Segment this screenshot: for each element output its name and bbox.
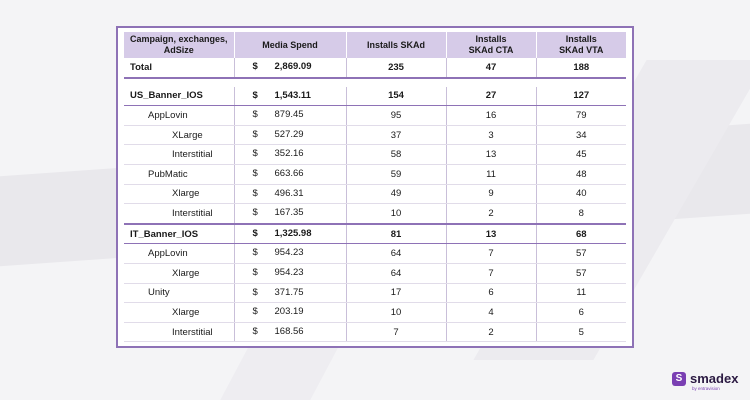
smadex-logo-icon: S bbox=[672, 372, 686, 386]
installs-skad-cell: 17 bbox=[346, 283, 446, 303]
currency-symbol: $ bbox=[252, 167, 258, 179]
installs-skad-vta-cell: 79 bbox=[536, 106, 626, 126]
table-row[interactable] bbox=[124, 303, 626, 323]
media-spend-value: 1,543.11 bbox=[274, 89, 311, 101]
header-campaign[interactable]: Campaign, exchanges, AdSize bbox=[124, 32, 234, 58]
table-row[interactable] bbox=[124, 283, 626, 303]
installs-skad-cta-cell: 16 bbox=[446, 106, 536, 126]
media-spend-cell bbox=[234, 106, 346, 126]
currency-symbol: $ bbox=[252, 266, 258, 278]
installs-skad-cta-cell: 13 bbox=[446, 145, 536, 165]
row-name: XLarge bbox=[124, 125, 234, 145]
currency-symbol: $ bbox=[252, 128, 258, 140]
media-spend-value: 352.16 bbox=[274, 148, 304, 160]
media-spend-cell bbox=[234, 58, 346, 78]
installs-skad-vta-cell: 45 bbox=[536, 145, 626, 165]
table-row[interactable] bbox=[124, 87, 626, 106]
spacer-cell bbox=[124, 78, 626, 87]
installs-skad-cta-cell: 3 bbox=[446, 125, 536, 145]
media-spend-value: 663.66 bbox=[274, 167, 304, 179]
installs-skad-cta-cell: 27 bbox=[446, 87, 536, 106]
installs-skad-vta-cell: 68 bbox=[536, 224, 626, 244]
table-row[interactable] bbox=[124, 263, 626, 283]
report-table-frame bbox=[116, 26, 634, 348]
media-spend-value: 1,325.98 bbox=[274, 227, 312, 239]
row-name: Interstitial bbox=[124, 145, 234, 165]
media-spend-value: 496.31 bbox=[274, 187, 304, 199]
row-name: Interstitial bbox=[124, 322, 234, 342]
currency-symbol: $ bbox=[252, 207, 258, 219]
table-row[interactable] bbox=[124, 322, 626, 342]
media-spend-cell bbox=[234, 184, 346, 204]
installs-skad-cell: 235 bbox=[346, 58, 446, 78]
row-name: US_Banner_IOS bbox=[124, 87, 234, 106]
row-name: AppLovin bbox=[124, 244, 234, 264]
installs-skad-cell: 7 bbox=[346, 322, 446, 342]
installs-skad-cta-cell: 11 bbox=[446, 164, 536, 184]
table-row[interactable] bbox=[124, 184, 626, 204]
header-installs-skad-vta[interactable]: Installs SKAd VTA bbox=[536, 32, 626, 58]
media-spend-cell bbox=[234, 125, 346, 145]
media-spend-value: 167.35 bbox=[274, 207, 304, 219]
row-name: PubMatic bbox=[124, 164, 234, 184]
table-row[interactable] bbox=[124, 125, 626, 145]
installs-skad-vta-cell: 127 bbox=[536, 87, 626, 106]
media-spend-value: 954.23 bbox=[274, 266, 304, 278]
installs-skad-cta-cell: 9 bbox=[446, 184, 536, 204]
installs-skad-cell: 10 bbox=[346, 204, 446, 224]
installs-skad-cell: 58 bbox=[346, 145, 446, 165]
row-name: Interstitial bbox=[124, 204, 234, 224]
media-spend-value: 2,869.09 bbox=[274, 61, 312, 72]
header-installs-skad[interactable]: Installs SKAd bbox=[346, 32, 446, 58]
installs-skad-vta-cell: 11 bbox=[536, 283, 626, 303]
installs-skad-cell: 49 bbox=[346, 184, 446, 204]
skad-report-table bbox=[124, 32, 626, 342]
installs-skad-vta-cell: 34 bbox=[536, 125, 626, 145]
installs-skad-vta-cell: 57 bbox=[536, 244, 626, 264]
media-spend-cell bbox=[234, 145, 346, 165]
row-name: IT_Banner_IOS bbox=[124, 224, 234, 244]
installs-skad-cta-cell: 4 bbox=[446, 303, 536, 323]
row-name: AppLovin bbox=[124, 106, 234, 126]
table-row[interactable] bbox=[124, 145, 626, 165]
media-spend-cell bbox=[234, 87, 346, 106]
currency-symbol: $ bbox=[252, 187, 258, 199]
table-row[interactable] bbox=[124, 164, 626, 184]
media-spend-cell bbox=[234, 322, 346, 342]
media-spend-value: 168.56 bbox=[274, 325, 304, 337]
currency-symbol: $ bbox=[252, 247, 258, 259]
smadex-logo bbox=[672, 371, 739, 391]
installs-skad-cell: 64 bbox=[346, 244, 446, 264]
currency-symbol: $ bbox=[252, 61, 258, 72]
currency-symbol: $ bbox=[252, 148, 258, 160]
installs-skad-cell: 64 bbox=[346, 263, 446, 283]
media-spend-value: 879.45 bbox=[274, 109, 304, 121]
media-spend-cell bbox=[234, 303, 346, 323]
row-name: Xlarge bbox=[124, 263, 234, 283]
media-spend-cell bbox=[234, 263, 346, 283]
table-row[interactable] bbox=[124, 106, 626, 126]
installs-skad-cell: 95 bbox=[346, 106, 446, 126]
media-spend-cell bbox=[234, 164, 346, 184]
row-name: Total bbox=[124, 58, 234, 78]
installs-skad-vta-cell: 6 bbox=[536, 303, 626, 323]
logo-subtitle: by entravision bbox=[692, 386, 720, 391]
media-spend-value: 527.29 bbox=[274, 128, 304, 140]
table-row[interactable] bbox=[124, 224, 626, 244]
installs-skad-cell: 10 bbox=[346, 303, 446, 323]
currency-symbol: $ bbox=[252, 325, 258, 337]
media-spend-value: 371.75 bbox=[274, 286, 304, 298]
installs-skad-vta-cell: 188 bbox=[536, 58, 626, 78]
table-row[interactable] bbox=[124, 204, 626, 224]
media-spend-value: 954.23 bbox=[274, 247, 304, 259]
currency-symbol: $ bbox=[252, 109, 258, 121]
installs-skad-cell: 81 bbox=[346, 224, 446, 244]
installs-skad-cta-cell: 6 bbox=[446, 283, 536, 303]
media-spend-cell bbox=[234, 204, 346, 224]
installs-skad-cta-cell: 2 bbox=[446, 204, 536, 224]
table-header-row bbox=[124, 32, 626, 58]
installs-skad-cta-cell: 13 bbox=[446, 224, 536, 244]
media-spend-cell bbox=[234, 283, 346, 303]
installs-skad-cell: 154 bbox=[346, 87, 446, 106]
installs-skad-vta-cell: 8 bbox=[536, 204, 626, 224]
currency-symbol: $ bbox=[252, 306, 258, 318]
currency-symbol: $ bbox=[252, 286, 258, 298]
media-spend-cell bbox=[234, 224, 346, 244]
header-installs-skad-cta[interactable]: Installs SKAd CTA bbox=[446, 32, 536, 58]
spacer-row bbox=[124, 78, 626, 87]
media-spend-cell bbox=[234, 244, 346, 264]
installs-skad-vta-cell: 57 bbox=[536, 263, 626, 283]
logo-name: smadex bbox=[690, 371, 739, 386]
table-row[interactable] bbox=[124, 244, 626, 264]
installs-skad-vta-cell: 40 bbox=[536, 184, 626, 204]
installs-skad-vta-cell: 5 bbox=[536, 322, 626, 342]
currency-symbol: $ bbox=[252, 227, 258, 239]
installs-skad-cell: 59 bbox=[346, 164, 446, 184]
row-name: Unity bbox=[124, 283, 234, 303]
installs-skad-cta-cell: 7 bbox=[446, 263, 536, 283]
installs-skad-cta-cell: 2 bbox=[446, 322, 536, 342]
installs-skad-cell: 37 bbox=[346, 125, 446, 145]
media-spend-value: 203.19 bbox=[274, 306, 304, 318]
header-media-spend[interactable]: Media Spend bbox=[234, 32, 346, 58]
installs-skad-cta-cell: 47 bbox=[446, 58, 536, 78]
row-name: Xlarge bbox=[124, 303, 234, 323]
currency-symbol: $ bbox=[252, 89, 258, 101]
installs-skad-vta-cell: 48 bbox=[536, 164, 626, 184]
row-name: Xlarge bbox=[124, 184, 234, 204]
installs-skad-cta-cell: 7 bbox=[446, 244, 536, 264]
table-row[interactable] bbox=[124, 58, 626, 78]
